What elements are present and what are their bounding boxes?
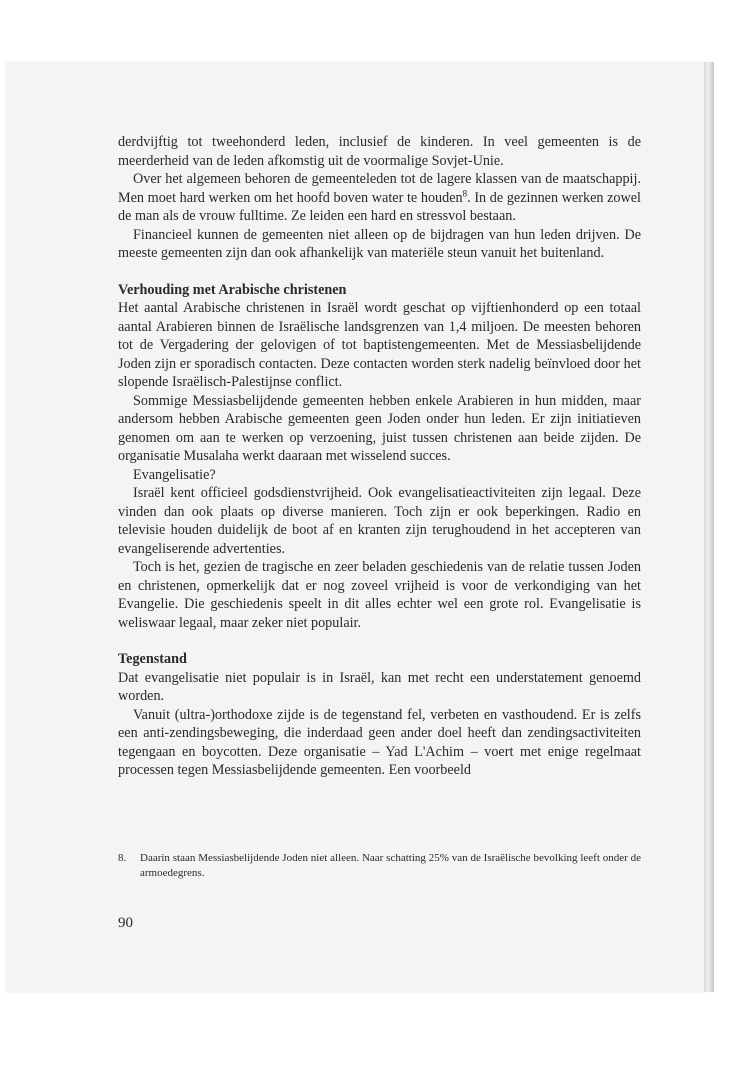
- paragraph: derdvijftig tot tweehonderd leden, inclusief de kinderen. In veel gemeenten is de meerderheid van de leden afkomstig uit de voormalige Sovjet-Unie.: [118, 134, 641, 169]
- page-edge: [704, 62, 714, 992]
- paragraph: Vanuit (ultra-)orthodoxe zijde is de tegenstand fel, verbeten en vasthoudend. Er is zelfs een anti-zendingsbeweging, die inderdaad geen ander doel heeft dan zendingsactiviteiten tegengaan en boycotten. Deze organisatie – Yad L'Achim – voert met enige regelmaat processen tegen Messiasbelijdende gemeenten. Een voorbeeld: [118, 706, 641, 778]
- paragraph: [118, 170, 641, 226]
- paragraph: Israël kent officieel godsdienstvrijheid. Ook evangelisatieactiviteiten zijn legaal. Deze vinden dan ook plaats op diverse manieren. Toch zijn er ook beperkingen. Radio en televisie houden duidelijk de boot af en kranten zijn terughoudend in het accepteren van evangeliserende advertenties.: [118, 485, 641, 557]
- paragraph: Sommige Messiasbelijdende gemeenten hebben enkele Arabieren in hun midden, maar andersom hebben Arabische gemeenten geen Joden onder hun leden. Er zijn initiatieven genomen om aan te werken op verzoening, juist tussen christenen aan beide zijden. De organisatie Musalaha werkt daaraan met wisselend succes.: [118, 392, 641, 464]
- paragraph-text: . In de gezinnen werken zowel de man als de vrouw fulltime. Ze leiden een hard en stressvol bestaan.: [118, 189, 641, 224]
- footnote-number: 8.: [118, 852, 127, 864]
- paragraph: Dat evangelisatie niet populair is in Israël, kan met recht een understatement genoemd worden.: [118, 669, 641, 704]
- page-number: 90: [118, 915, 133, 931]
- footnote-text: Daarin staan Messiasbelijdende Joden niet alleen. Naar schatting 25% van de Israëlische bevolking leeft onder de armoedegrens.: [140, 852, 641, 879]
- paragraph: Financieel kunnen de gemeenten niet alleen op de bijdragen van hun leden drijven. De meeste gemeenten zijn dan ook afhankelijk van materiële steun vanuit het buitenland.: [118, 226, 641, 261]
- paragraph-text: Over het algemeen behoren de gemeenteleden tot de lagere klassen van de maatschappij. Men moet hard werken om het hoofd boven water te houden: [118, 171, 641, 206]
- footnote-reference: 8: [462, 187, 468, 198]
- section-heading: Tegenstand: [118, 651, 187, 667]
- paragraph: Toch is het, gezien de tragische en zeer beladen geschiedenis van de relatie tussen Joden en christenen, opmerkelijk dat er nog zoveel vrijheid is voor de verkondiging van het Evangelie. Die geschiedenis speelt in dit alles echter wel een grote rol. Evangelisatie is weliswaar legaal, maar zeker niet populair.: [118, 559, 641, 631]
- section-heading: Verhouding met Arabische christenen: [118, 281, 347, 298]
- body-text: [118, 133, 641, 780]
- paragraph: Het aantal Arabische christenen in Israël wordt geschat op vijftienhonderd op een totaal aantal Arabieren binnen de Israëlische landsgrenzen van 1,4 miljoen. De meesten behoren tot de Vergadering der gelovigen of tot baptistengemeenten. Met de Messiasbelijdende Joden zijn er sporadisch contacten. Deze contacten worden sterk nadelig beïnvloed door het slopende Israëlisch-Palestijnse conflict.: [118, 300, 641, 390]
- paragraph: Evangelisatie?: [133, 466, 216, 483]
- footnote: [118, 851, 641, 881]
